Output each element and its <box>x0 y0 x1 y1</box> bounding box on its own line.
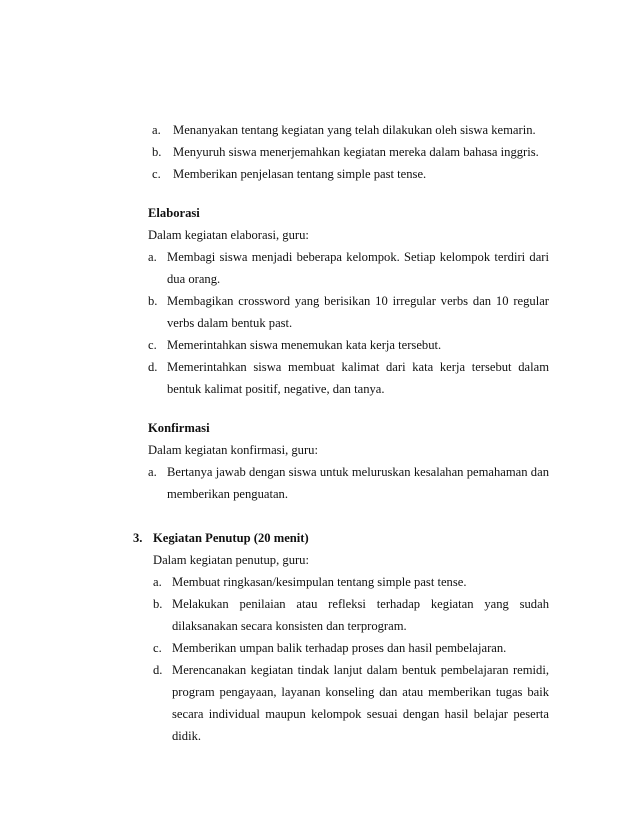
list-item-label: b. <box>152 145 162 159</box>
list-item-label: a. <box>148 250 157 264</box>
list-item-text-cont: bentuk kalimat positif, negative, dan tanya. <box>167 382 385 396</box>
list-item-text-cont: dua orang. <box>167 272 221 286</box>
section-intro: Dalam kegiatan penutup, guru: <box>153 553 309 567</box>
list-item-text-cont: verbs dalam bentuk past. <box>167 316 293 330</box>
section-heading: Elaborasi <box>148 206 200 220</box>
list-item-label: a. <box>148 465 157 479</box>
list-item-text: Menyuruh siswa menerjemahkan kegiatan mereka dalam bahasa inggris. <box>173 145 539 159</box>
section-heading: Kegiatan Penutup (20 menit) <box>153 531 309 545</box>
section-number: 3. <box>133 531 143 545</box>
list-item-text: Membagi siswa menjadi beberapa kelompok. Setiap kelompok terdiri dari <box>167 250 549 264</box>
list-item-text-cont: secara individual maupun kelompok sesuai dengan hasil belajar peserta <box>172 707 549 721</box>
list-item-text: Memerintahkan siswa membuat kalimat dari kata kerja tersebut dalam <box>167 360 549 374</box>
list-item-label: c. <box>152 167 161 181</box>
section-intro: Dalam kegiatan elaborasi, guru: <box>148 228 309 242</box>
list-item-label: c. <box>148 338 157 352</box>
list-item-text: Memerintahkan siswa menemukan kata kerja tersebut. <box>167 338 442 352</box>
list-item-label: d. <box>153 663 163 677</box>
list-item-text: Menanyakan tentang kegiatan yang telah dilakukan oleh siswa kemarin. <box>173 123 536 137</box>
list-item-text: Membagikan crossword yang berisikan 10 irregular verbs dan 10 regular <box>167 294 549 308</box>
list-item-label: d. <box>148 360 158 374</box>
list-item-text: Membuat ringkasan/kesimpulan tentang simple past tense. <box>172 575 467 589</box>
list-item-text: Bertanya jawab dengan siswa untuk meluruskan kesalahan pemahaman dan <box>167 465 549 479</box>
list-item-text: Memberikan umpan balik terhadap proses dan hasil pembelajaran. <box>172 641 507 655</box>
list-item-text-cont: dilaksanakan secara konsisten dan terprogram. <box>172 619 407 633</box>
list-item-text: Merencanakan kegiatan tindak lanjut dalam bentuk pembelajaran remidi, <box>172 663 549 677</box>
list-item-text: Memberikan penjelasan tentang simple past tense. <box>173 167 427 181</box>
list-item-text-cont: program pengayaan, layanan konseling dan atau memberikan tugas baik <box>172 685 549 699</box>
section-intro: Dalam kegiatan konfirmasi, guru: <box>148 443 318 457</box>
list-item-label: b. <box>148 294 158 308</box>
section-heading: Konfirmasi <box>148 421 210 435</box>
list-item-text-cont: memberikan penguatan. <box>167 487 288 501</box>
list-item-label: c. <box>153 641 162 655</box>
list-item-label: a. <box>152 123 161 137</box>
list-item-text: Melakukan penilaian atau refleksi terhadap kegiatan yang sudah <box>172 597 549 611</box>
list-item-text-cont: didik. <box>172 729 202 743</box>
list-item-label: b. <box>153 597 163 611</box>
list-item-label: a. <box>153 575 162 589</box>
